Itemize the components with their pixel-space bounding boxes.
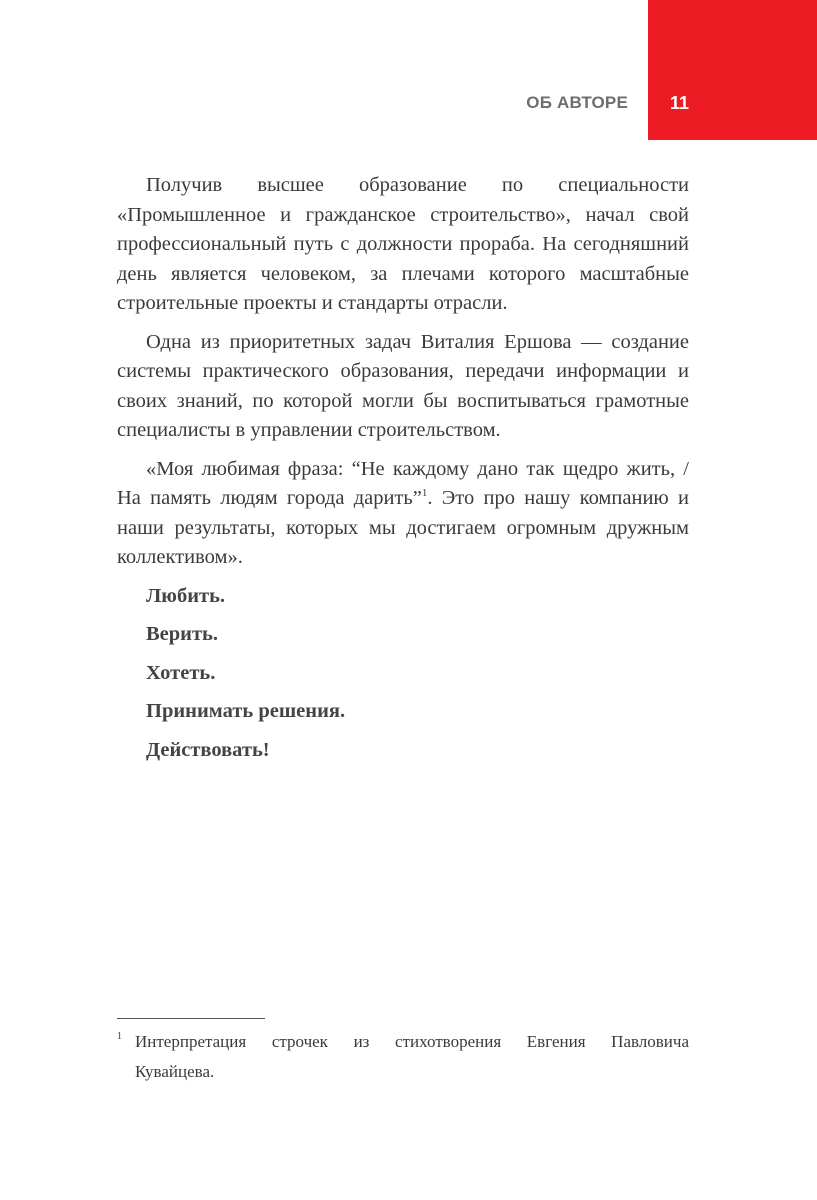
page-number: 11 (670, 93, 690, 113)
paragraph-education: Получив высшее образование по специальности «Промышленное и гражданское строительство», начал свой профессиональный путь с должности прораба. На сегодняшний день является человеком, за плечами которого масштабные строительные проекты и стандарты отрасли. (117, 174, 689, 314)
paragraph-priority-task: Одна из приоритетных задач Виталия Ершова — создание системы практического образования, передачи информации и своих знаний, по которой могли бы воспитываться грамотные специалисты в управлении строительством. (117, 330, 689, 441)
footnote (117, 1027, 689, 1087)
footnote-line: Кувайцева. (135, 1062, 215, 1081)
footnote-mark: 1 (117, 1031, 122, 1042)
footnote-text (135, 1027, 689, 1087)
paragraph-quote (117, 455, 689, 573)
page-number-tab (648, 0, 817, 140)
motto-item: Верить. (146, 623, 219, 645)
quote-text-end: . Это про нашу компанию и наши результаты, которых мы достигаем огромным дружным коллективом». (117, 487, 689, 568)
motto-item: Хотеть. (146, 661, 216, 684)
footnote-line: Интерпретация строчек из стихотворения Евгения Павловича (135, 1032, 689, 1051)
quote-text-start: «Моя любимая фраза: “Не каждому дано так щедро жить, / На память людям города дарить” (117, 457, 689, 509)
footnote-divider (117, 1018, 265, 1019)
motto-item: Действовать! (146, 738, 270, 761)
motto-item: Принимать решения. (146, 700, 346, 722)
footnote-reference: 1 (421, 487, 428, 499)
motto-list (117, 582, 689, 766)
running-header-title: ОБ АВТОРЕ (526, 93, 628, 112)
motto-item: Любить. (146, 584, 226, 607)
main-text (117, 171, 689, 774)
